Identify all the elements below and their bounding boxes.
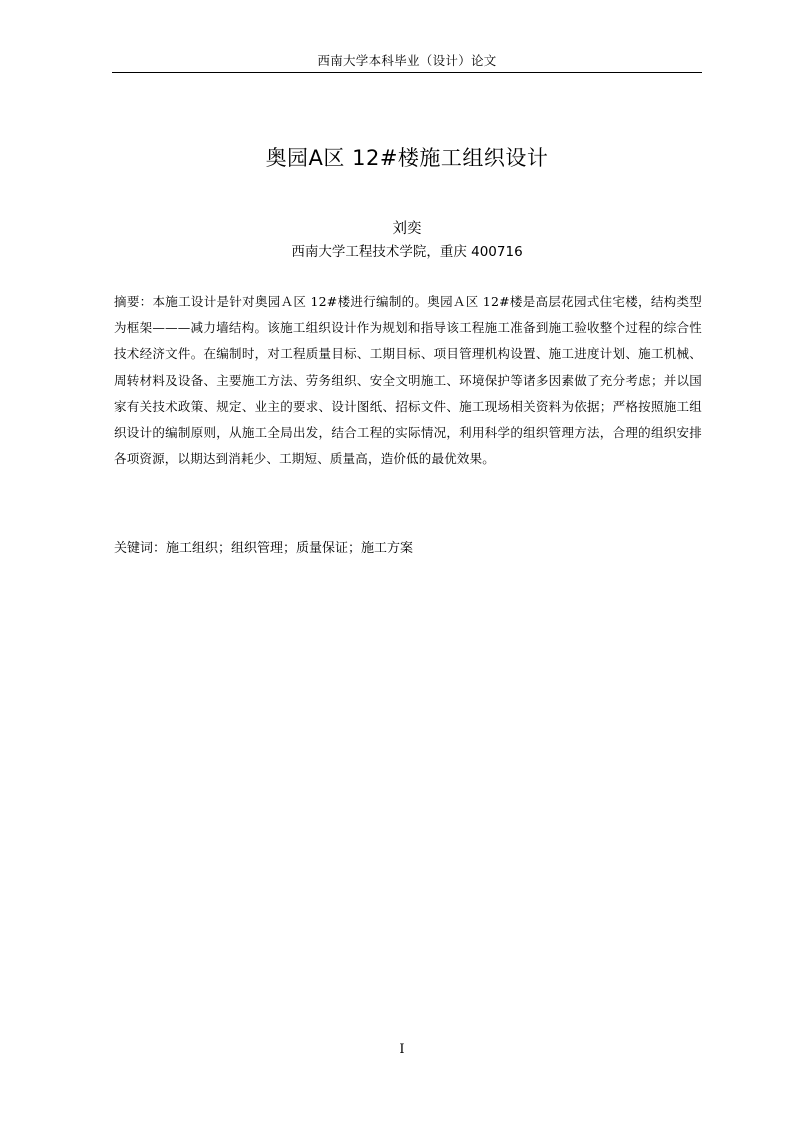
running-header: 西南大学本科毕业（设计）论文 (317, 53, 497, 68)
abstract-paragraph: 摘要：本施工设计是针对奥园Ａ区 12#楼进行编制的。奥园Ａ区 12#楼是高层花园式住宅楼，结构类型为框架———减力墙结构。该施工组织设计作为规划和指导该工程施工准备到施工验收整个过程的综合性技术经济文件。在编制时，对工程质量目标、工期目标、项目管理机构设置、施工进度计划、施工机械、周转材料及设备、主要施工方法、劳务组织、安全文明施工、环境保护等诸多因素做了充分考虑；并以国家有关技术政策、规定、业主的要求、设计图纸、招标文件、施工现场相关资料为依据；严格按照施工组织设计的编制原则，从施工全局出发，结合工程的实际情况，利用科学的组织管理方法，合理的组织安排各项资源，以期达到消耗少、工期短、质量高，造价低的最优效果。 (114, 294, 702, 467)
author-affiliation: 西南大学工程技术学院，重庆 400716 (291, 244, 523, 260)
document-title: 奥园A区 12#楼施工组织设计 (265, 146, 549, 170)
header-rule (112, 72, 702, 73)
keywords-line: 关键词：施工组织；组织管理；质量保证；施工方案 (114, 541, 414, 556)
author-name: 刘奕 (392, 221, 422, 237)
page-number: I (399, 1042, 405, 1057)
